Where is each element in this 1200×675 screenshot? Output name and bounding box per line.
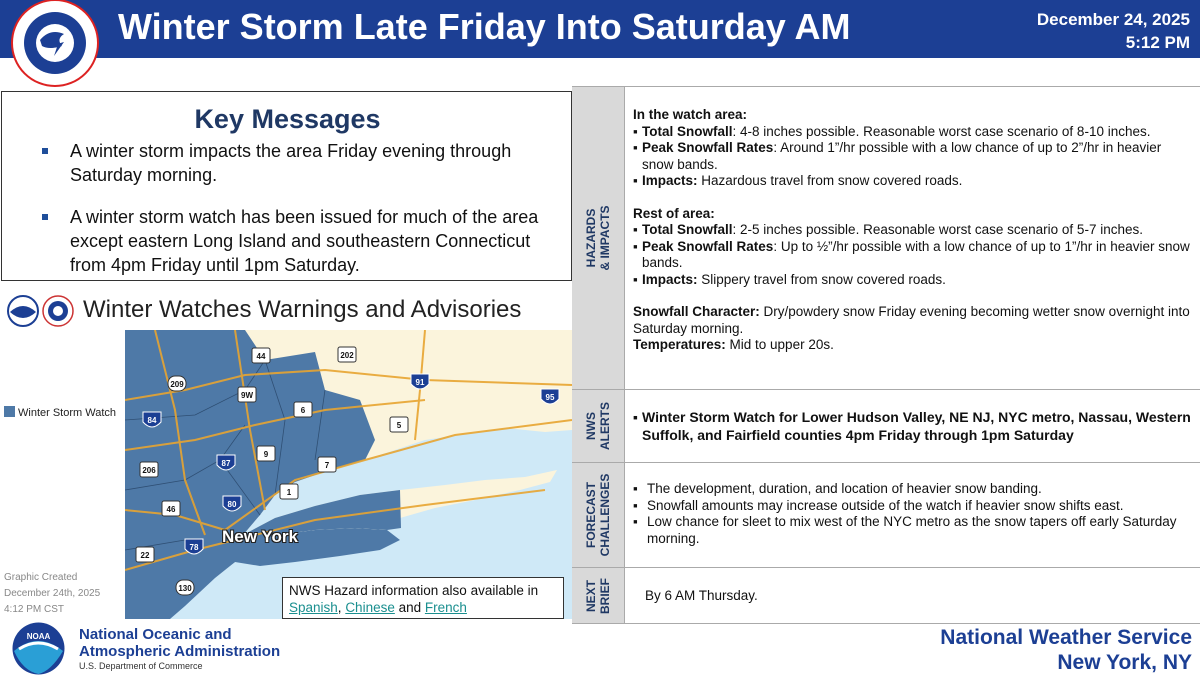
nws-logo-icon <box>4 0 106 88</box>
issue-date: December 24, 2025 <box>1036 10 1190 29</box>
watch-rates: ▪ Peak Snowfall Rates: Around 1”/hr possible with a low chance of up to 2”/hr in heavier snow bands. <box>633 140 1195 173</box>
legend-swatch <box>4 406 15 417</box>
route-shield <box>140 462 158 477</box>
brief-row <box>572 568 1200 624</box>
graphic-created-note: Graphic Created December 24th, 2025 4:12 PM CST <box>4 572 101 615</box>
route-shield-label: 7 <box>324 461 330 470</box>
route-shield <box>136 547 154 562</box>
legend-label: Winter Storm Watch <box>18 407 116 419</box>
route-shield <box>390 417 408 432</box>
route-shield-label: 206 <box>142 466 156 475</box>
key-messages-list <box>40 139 560 295</box>
route-shield <box>318 457 336 472</box>
noaa-department: U.S. Department of Commerce <box>79 661 203 671</box>
key-messages-panel <box>1 91 572 281</box>
challenges-label: FORECAST CHALLENGES <box>584 473 612 557</box>
temperatures: Temperatures: Mid to upper 20s. <box>633 337 834 352</box>
route-shield-label: 46 <box>166 505 176 514</box>
route-shield <box>294 402 312 417</box>
rest-heading: Rest of area: <box>633 205 715 221</box>
hazards-row <box>572 87 1200 390</box>
brief-content <box>645 588 1200 605</box>
watch-heading: In the watch area: <box>633 107 748 122</box>
hazards-table <box>572 86 1200 623</box>
french-link[interactable]: French <box>424 600 467 615</box>
route-shield-label: 9W <box>241 391 253 400</box>
issue-time: 5:12 PM <box>1125 33 1190 52</box>
route-shield <box>162 501 180 516</box>
page-title: Winter Storm Late Friday Into Saturday AM <box>118 6 851 47</box>
key-message-item: A winter storm watch has been issued for much of the area except eastern Long Island and southeastern Connecticut from 4pm Friday until 1pm Saturday. <box>40 205 560 277</box>
route-shield-label: 95 <box>545 393 555 402</box>
row-label-cell <box>572 463 625 567</box>
hazard-info-box: NWS Hazard information also available in Spanish, Chinese and French <box>282 577 564 619</box>
row-label-cell <box>572 390 625 462</box>
watch-snowfall: ▪ Total Snowfall: 4-8 inches possible. Reasonable worst case scenario of 8-10 inches. <box>633 124 1195 141</box>
next-brief-text: By 6 AM Thursday. <box>645 588 758 603</box>
route-shield-label: 78 <box>189 543 199 552</box>
challenges-row <box>572 463 1200 568</box>
issue-datetime <box>1037 8 1190 54</box>
rest-impacts: ▪ Impacts: Slippery travel from snow covered roads. <box>633 272 1195 289</box>
route-shield <box>541 389 559 404</box>
alert-item: ▪ Winter Storm Watch for Lower Hudson Valley, NE NJ, NYC metro, Nassau, Western Suffolk, and Fairfield counties 4pm Friday through 1pm Saturday <box>633 408 1195 444</box>
hazards-content <box>633 107 1195 354</box>
challenges-content <box>633 481 1195 547</box>
route-shield <box>280 484 298 499</box>
noaa-name: National Oceanic and Atmospheric Administration <box>79 626 281 660</box>
route-shield <box>257 446 275 461</box>
route-shield <box>168 376 186 391</box>
hazards-label: HAZARDS & IMPACTS <box>584 205 612 271</box>
svg-text:NOAA: NOAA <box>26 632 51 641</box>
route-shield <box>338 347 356 362</box>
route-shield <box>238 387 256 402</box>
watch-impacts: ▪ Impacts: Hazardous travel from snow covered roads. <box>633 173 1195 190</box>
header-bar <box>0 0 1200 58</box>
alerts-row <box>572 390 1200 463</box>
route-shield-label: 9 <box>263 450 269 459</box>
alerts-content <box>633 408 1195 444</box>
office-name: National Weather Service New York, NY <box>940 626 1192 674</box>
key-messages-title: Key Messages <box>194 104 381 134</box>
route-shield-label: 22 <box>140 551 150 560</box>
map-legend <box>4 406 116 419</box>
hazard-map <box>125 330 572 619</box>
challenge-item: ▪ Low chance for sleet to mix west of the NYC metro as the snow tapers off early Saturday morning. <box>633 514 1195 547</box>
challenge-item: ▪ Snowfall amounts may increase outside of the watch if heavier snow shifts east. <box>633 498 1195 515</box>
spanish-link[interactable]: Spanish <box>289 600 338 615</box>
route-shield-label: 6 <box>300 406 306 415</box>
bullet-square-icon <box>42 148 48 154</box>
rest-snowfall: ▪ Total Snowfall: 2-5 inches possible. Reasonable worst case scenario of 5-7 inches. <box>633 222 1195 239</box>
route-shield-label: 202 <box>340 351 354 360</box>
route-shield-label: 84 <box>147 416 157 425</box>
snowfall-character: Snowfall Character: Dry/powdery snow Friday evening becoming wetter snow overnight into Saturday morning. <box>633 304 1190 336</box>
route-shield-label: 44 <box>256 352 266 361</box>
alerts-label: NWS ALERTS <box>584 402 612 450</box>
bullet-square-icon <box>42 214 48 220</box>
route-shield <box>185 539 203 554</box>
route-shield-label: 87 <box>221 459 231 468</box>
route-shield-label: 91 <box>415 378 425 387</box>
route-shield-label: 130 <box>178 584 192 593</box>
route-shield <box>143 412 161 427</box>
rest-rates: ▪ Peak Snowfall Rates: Up to ½”/hr possible with a low chance of up to 1”/hr in heavier snow bands. <box>633 239 1195 272</box>
chinese-link[interactable]: Chinese <box>345 600 395 615</box>
row-label-cell <box>572 568 625 623</box>
row-label-cell <box>572 87 625 389</box>
route-shield-label: 80 <box>227 500 237 509</box>
route-shield-label: 5 <box>396 421 402 430</box>
route-shield-label: 209 <box>170 380 184 389</box>
route-shield <box>217 455 235 470</box>
noaa-logo-icon <box>11 621 66 675</box>
brief-label: NEXT BRIEF <box>584 577 612 614</box>
route-shield <box>223 496 241 511</box>
route-shield <box>252 348 270 363</box>
route-shield-label: 1 <box>286 488 292 497</box>
route-shield <box>176 580 194 595</box>
key-message-item: A winter storm impacts the area Friday evening through Saturday morning. <box>40 139 560 187</box>
route-shield <box>411 374 429 389</box>
noaa-nws-small-logos-icon <box>6 294 76 328</box>
map-title: Winter Watches Warnings and Advisories <box>83 296 522 323</box>
challenge-item: ▪ The development, duration, and location of heavier snow banding. <box>633 481 1195 498</box>
map-city-label: New York <box>222 527 298 546</box>
